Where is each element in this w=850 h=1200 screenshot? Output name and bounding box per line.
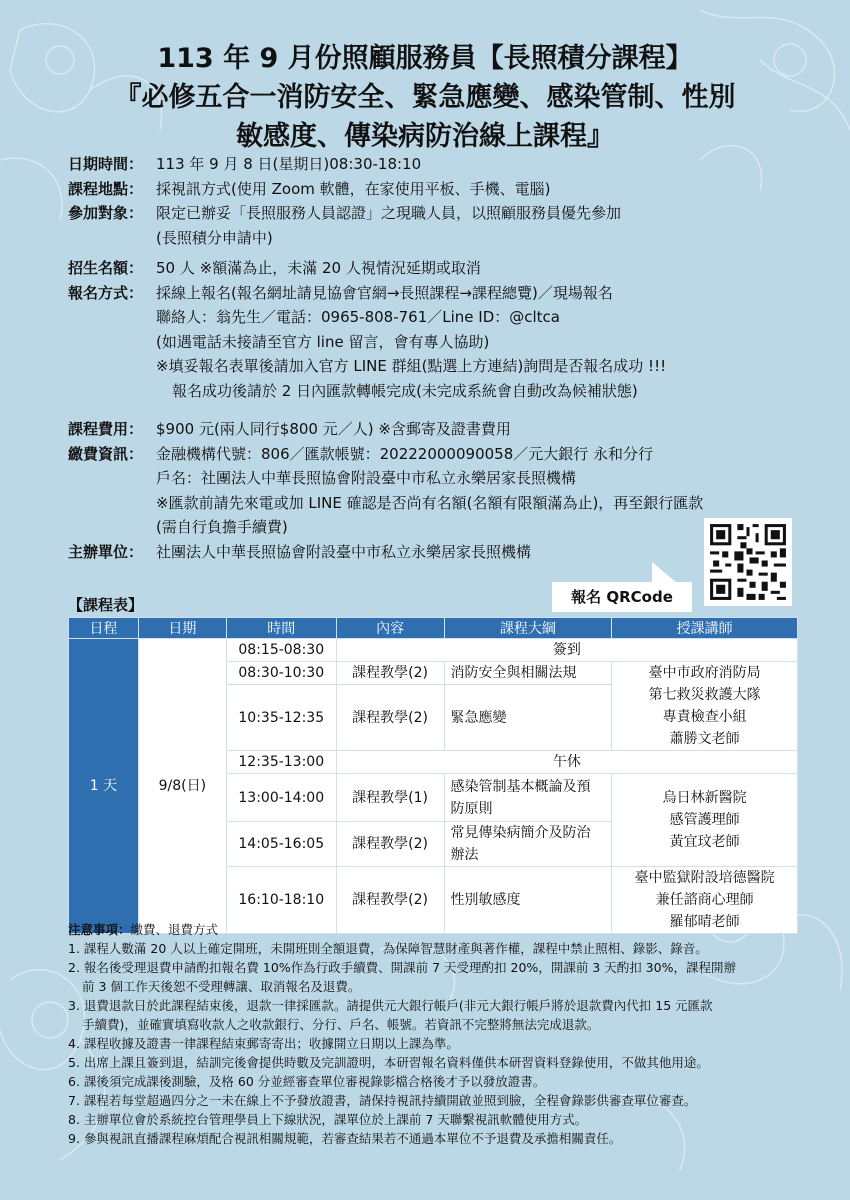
- outline-cell: 常見傳染病簡介及防治辦法: [444, 822, 612, 867]
- payment-value: 金融機構代號：806／匯款帳號：20222000090058／元大銀行 永和分行: [156, 444, 654, 463]
- schedule-title: 【課程表】: [68, 596, 144, 614]
- fee-value: $900 元(兩人同行$800 元／人) ※含郵寄及證書費用: [156, 420, 511, 438]
- signup-value: 採線上報名(報名網址請見協會官網→長照課程→課程總覽)／現場報名: [156, 283, 613, 302]
- outline-cell: 消防安全與相關法規: [444, 662, 612, 685]
- instructor-cell: [612, 774, 798, 867]
- audience-cont: (長照積分申請中): [156, 228, 273, 247]
- payment-note-1: ※匯款前請先來電或加 LINE 確認是否尚有名額(名額有限額滿為止)，再至銀行匯款: [156, 493, 704, 512]
- note-item: 9. 參與視訊直播課程麻煩配合視訊相關規範，若審查結果若不通過本單位不予退費及承擔相關責任。: [68, 1131, 622, 1146]
- schedule-table: [68, 617, 798, 934]
- merged-cell: 簽到: [336, 639, 797, 662]
- notes-section: [68, 920, 808, 1148]
- outline-cell: 感染管制基本概論及預防原則: [444, 774, 612, 822]
- note-item: 2. 報名後受理退費申請酌扣報名費 10%作為行政手續費、開課前 7 天受理酌扣 20%，開課前 3 天酌扣 30%，課程開辦: [68, 960, 736, 975]
- date-cell: 9/8(日): [138, 639, 226, 934]
- content-cell: 課程教學(2): [336, 662, 444, 685]
- course-info: [68, 152, 808, 564]
- time-cell: 12:35-13:00: [226, 751, 336, 774]
- date-value: 113 年 9 月 8 日(星期日)08:30-18:10: [156, 155, 422, 173]
- signup-contact: 聯絡人：翁先生／電話：0965-808-761／Line ID：@cltca: [156, 308, 560, 326]
- note-item: 6. 課後須完成課後測驗，及格 60 分並經審查單位審視錄影檔合格後才予以發放證書。: [68, 1074, 546, 1089]
- outline-cell: 緊急應變: [444, 685, 612, 751]
- location-label: 課程地點：: [68, 179, 144, 198]
- instructor-line: 感管護理師: [669, 812, 740, 828]
- time-cell: 10:35-12:35: [226, 685, 336, 751]
- header-date: 日期: [138, 618, 226, 639]
- header-instructor: 授課講師: [612, 618, 798, 639]
- quota-value: 50 人 ※額滿為止，未滿 20 人視情況延期或取消: [156, 259, 481, 277]
- organizer-label: 主辦單位：: [68, 542, 144, 561]
- signup-label: 報名方式：: [68, 283, 144, 302]
- instructor-line: 第七救災救護大隊: [648, 687, 761, 703]
- table-row: [69, 639, 798, 662]
- note-item: 5. 出席上課且簽到退，結訓完後會提供時數及完訓證明，本研習報名資料僅供本研習資料登錄使用，不做其他用途。: [68, 1055, 709, 1070]
- notes-title: 注意事項：: [68, 922, 131, 937]
- signup-note-3: 報名成功後請於 2 日內匯款轉帳完成(未完成系統會自動改為候補狀態): [172, 381, 638, 400]
- header-content: 內容: [336, 618, 444, 639]
- title-line-1: 113 年 9 月份照顧服務員【長照積分課程】: [157, 43, 693, 74]
- header-time: 時間: [226, 618, 336, 639]
- location-value: 採視訊方式(使用 Zoom 軟體，在家使用平板、手機、電腦): [156, 179, 551, 198]
- instructor-line: 兼任諮商心理師: [655, 892, 754, 908]
- note-item: 手續費)，並確實填寫收款人之收款銀行、分行、戶名、帳號。若資訊不完整將無法完成退款。: [82, 1017, 600, 1032]
- title-line-2: 『必修五合一消防安全、緊急應變、感染管制、性別: [114, 82, 736, 113]
- qrcode-graphic: [704, 518, 792, 606]
- instructor-line: 黃宜玟老師: [669, 834, 740, 850]
- note-item: 8. 主辦單位會於系統控台管理學員上下線狀況，課單位於上課前 7 天聯繫視訊軟體使用方式。: [68, 1112, 588, 1127]
- time-cell: 08:15-08:30: [226, 639, 336, 662]
- payment-account-name: 戶名：社團法人中華長照協會附設臺中市私立永樂居家長照機構: [156, 469, 577, 487]
- qrcode-label: 報名 QRCode: [571, 588, 673, 606]
- note-item: 3. 退費退款日於此課程結束後，退款一律採匯款。請提供元大銀行帳戶(非元大銀行帳戶將於退款費內代扣 15 元匯款: [68, 998, 713, 1013]
- title-line-3: 敏感度、傳染病防治線上課程』: [236, 121, 614, 152]
- merged-cell: 午休: [336, 751, 797, 774]
- note-item: 4. 課程收據及證書一律課程結束郵寄寄出；收據開立日期以上課為準。: [68, 1036, 459, 1051]
- header-outline: 課程大綱: [444, 618, 612, 639]
- instructor-line: 蕭勝文老師: [669, 731, 740, 747]
- fee-label: 課程費用：: [68, 420, 144, 438]
- qrcode-icon[interactable]: [704, 518, 792, 606]
- note-item: 前 3 個工作天後恕不受理轉讓、取消報名及退費。: [82, 979, 361, 994]
- note-item: 7. 課程若每堂超過四分之一未在線上不予發放證書，請保持視訊持續開啟並照到臉，全程會錄影供審查單位審查。: [68, 1093, 697, 1108]
- date-label: 日期時間：: [68, 155, 144, 173]
- header-day: 日程: [69, 618, 139, 639]
- quota-label: 招生名額：: [68, 259, 144, 277]
- schedule-header-row: [69, 618, 798, 639]
- organizer-value: 社團法人中華長照協會附設臺中市私立永樂居家長照機構: [156, 542, 532, 561]
- time-cell: 13:00-14:00: [226, 774, 336, 822]
- outline-cell: 性別敏感度: [444, 867, 612, 934]
- instructor-cell: [612, 662, 798, 751]
- audience-label: 參加對象：: [68, 204, 144, 222]
- content-cell: 課程教學(1): [336, 774, 444, 822]
- instructor-line: 烏日林新醫院: [662, 790, 747, 806]
- notes-subtitle: 繳費、退費方式: [130, 922, 219, 937]
- time-cell: 16:10-18:10: [226, 867, 336, 934]
- instructor-line: 臺中市政府消防局: [648, 665, 761, 681]
- content-cell: 課程教學(2): [336, 685, 444, 751]
- audience-value: 限定已辦妥「長照服務人員認證」之現職人員，以照顧服務員優先參加: [156, 204, 622, 222]
- signup-note-2: ※填妥報名表單後請加入官方 LINE 群組(點選上方連結)詢問是否報名成功 !!!: [156, 357, 667, 375]
- signup-note-1: (如遇電話未接請至官方 line 留言，會有專人協助): [156, 332, 490, 351]
- payment-label: 繳費資訊：: [68, 444, 144, 463]
- day-cell: 1 天: [69, 639, 139, 934]
- instructor-line: 專責檢查小組: [662, 709, 747, 725]
- payment-note-2: (需自行負擔手續費): [156, 518, 288, 536]
- time-cell: 08:30-10:30: [226, 662, 336, 685]
- instructor-line: 羅郁晴老師: [669, 914, 740, 930]
- note-item: 1. 課程人數滿 20 人以上確定開班，未開班則全額退費，為保障智慧財產與著作權，課程中禁止照相、錄影、錄音。: [68, 941, 708, 956]
- qrcode-callout-tail: [652, 562, 678, 584]
- instructor-line: 臺中監獄附設培德醫院: [634, 870, 775, 886]
- content-cell: 課程教學(2): [336, 867, 444, 934]
- time-cell: 14:05-16:05: [226, 822, 336, 867]
- content-cell: 課程教學(2): [336, 822, 444, 867]
